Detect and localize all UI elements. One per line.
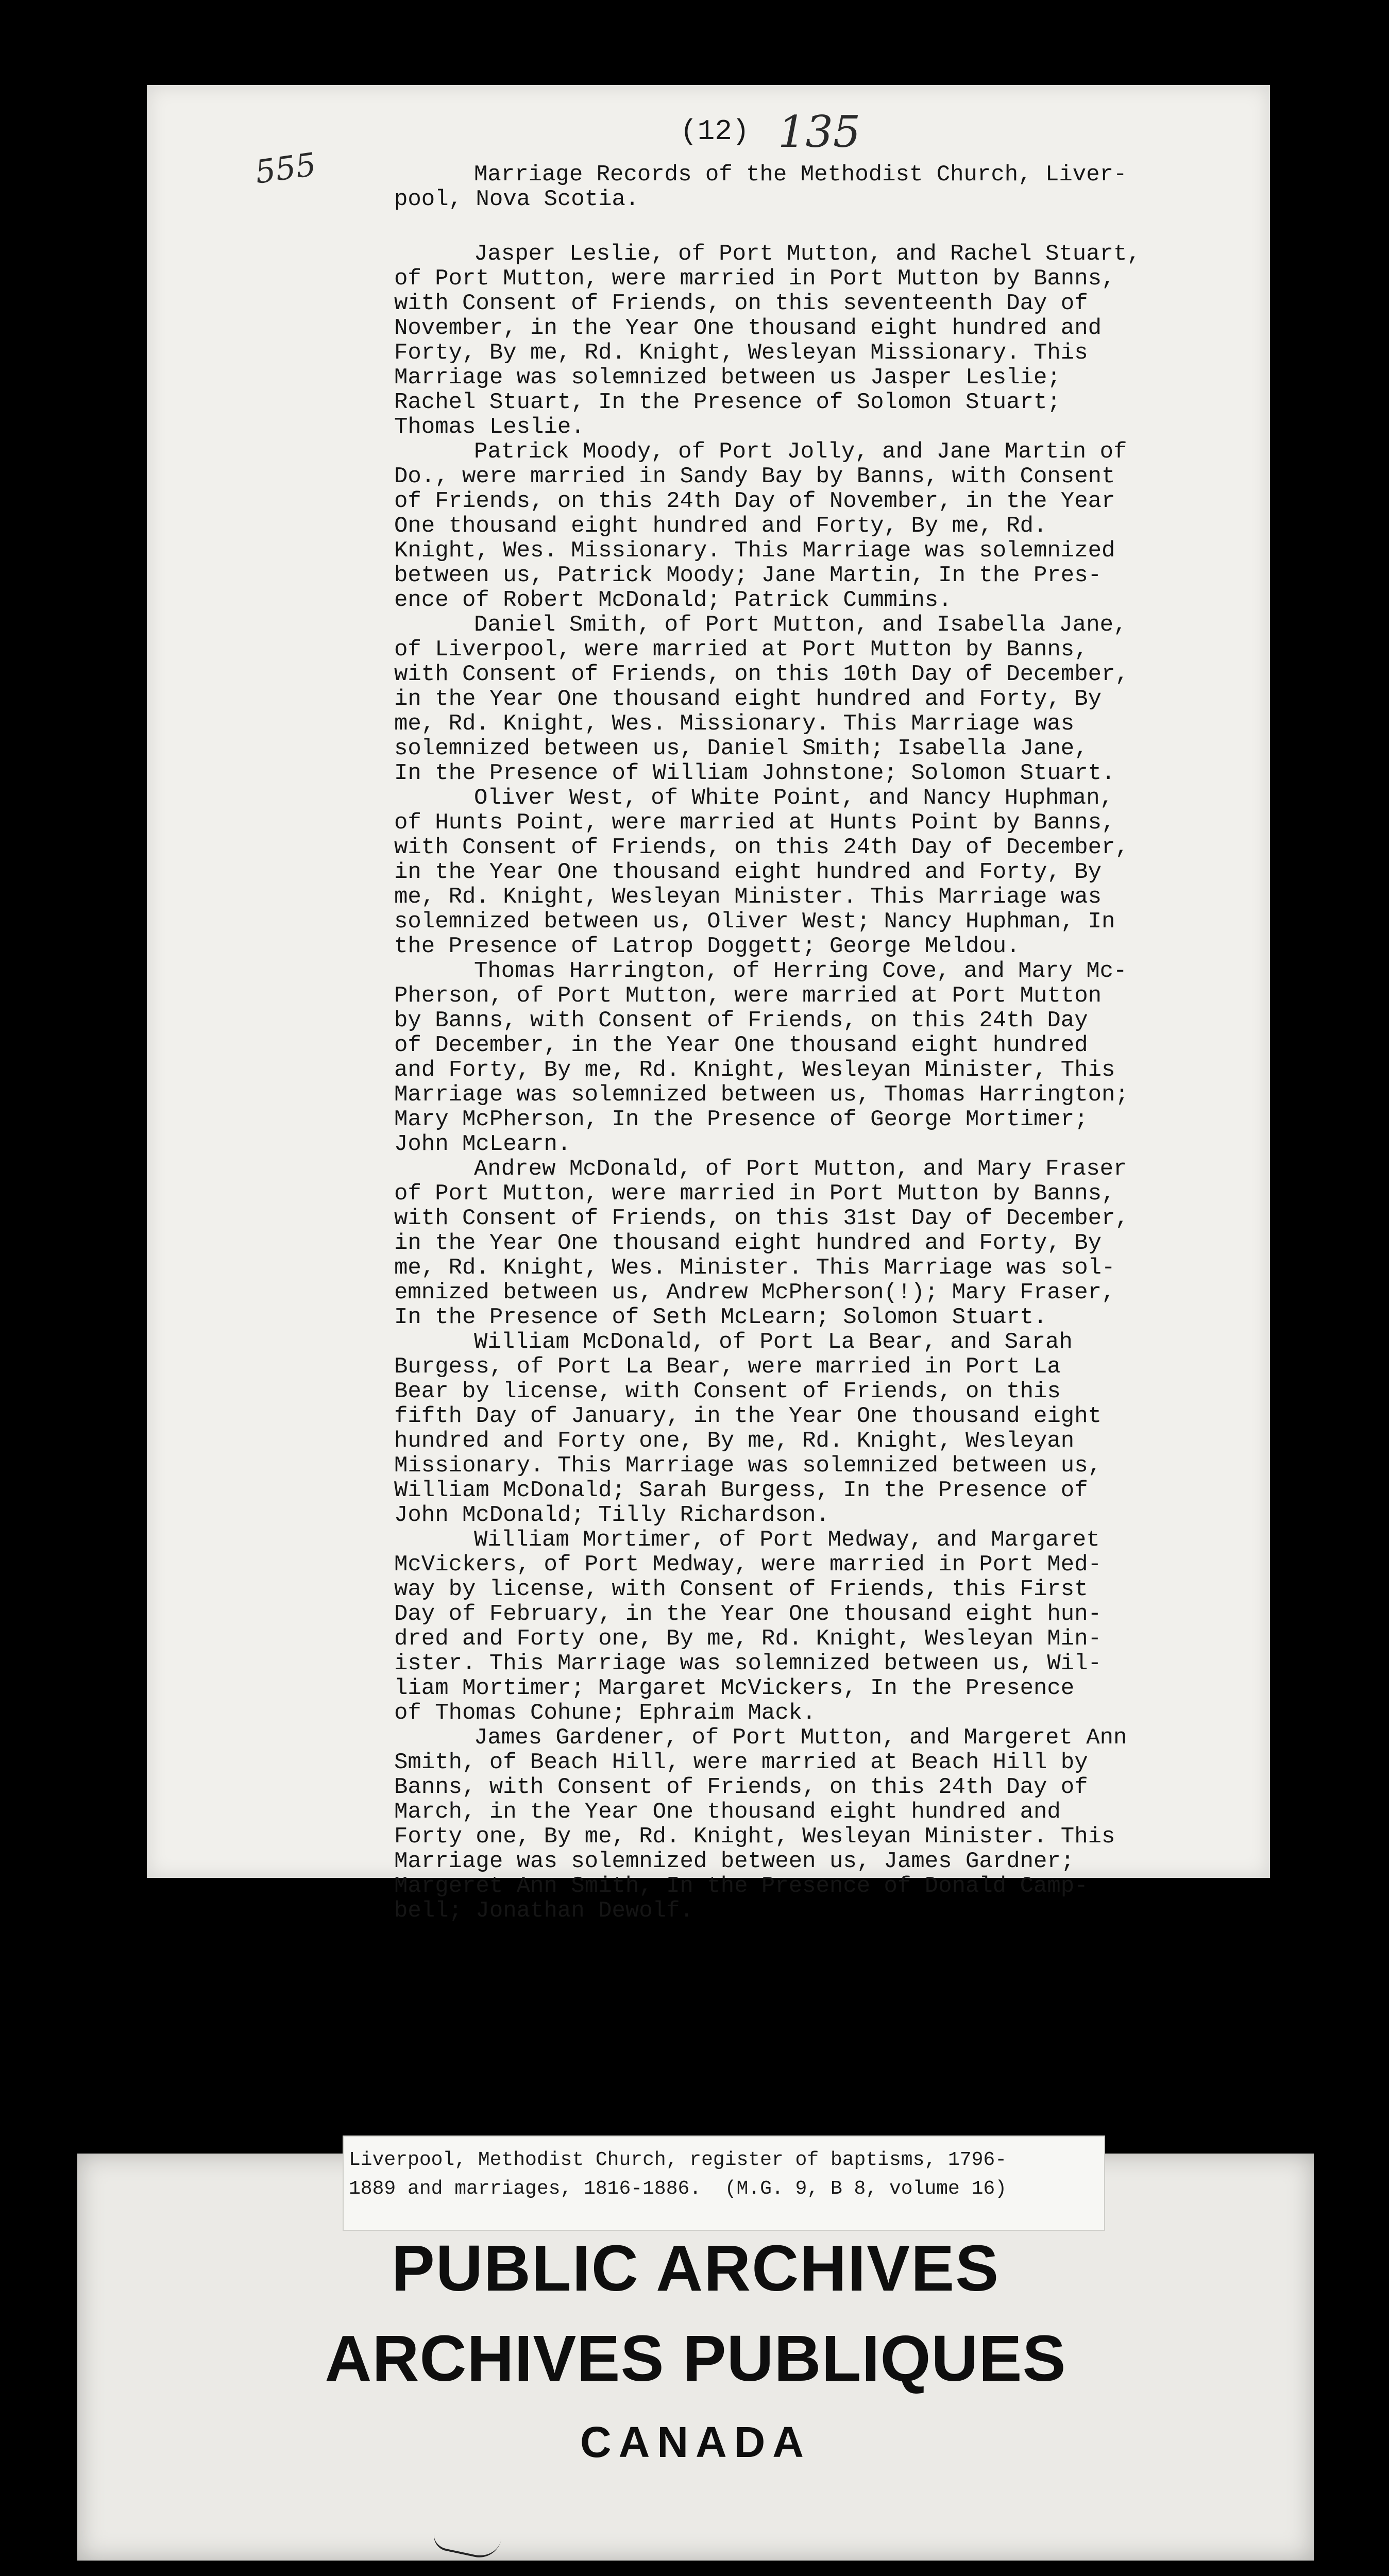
pencil-note-left: 555 [252,145,318,191]
document-title: Marriage Records of the Methodist Church, Liver- pool, Nova Scotia. [394,162,1127,212]
archive-title-french: ARCHIVES PUBLIQUES [325,2322,1066,2395]
archive-card [77,2149,1314,2561]
pen-mark [431,2526,501,2562]
marriage-entry: Oliver West, of White Point, and Nancy Huphman, of Hunts Point, were married at Hunts Point by Banns, with Consent of Friends, on this 24th Day of December, in the Year One thousand eight hundred and Forty, By me, Rd. Knight, Wesleyan Minister. This Marriage was solemnized between us, Oliver West; Nancy Huphman, In the Presence of Latrop Doggett; George Meldou. [394,785,1129,959]
document-page [147,85,1270,1924]
marriage-entry: Daniel Smith, of Port Mutton, and Isabella Jane, of Liverpool, were married at Port Mutton by Banns, with Consent of Friends, on this 10th Day of December, in the Year One thousand eight hundred and Forty, By me, Rd. Knight, Wes. Missionary. This Marriage was solemnized between us, Daniel Smith; Isabella Jane, In the Presence of William Johnstone; Solomon Stuart. [394,612,1129,786]
marriage-entry: William McDonald, of Port La Bear, and Sarah Burgess, of Port La Bear, were married in Port La Bear by license, with Consent of Friends, on this fifth Day of January, in the Year One thousand eight hundred and Forty one, By me, Rd. Knight, Wesleyan Missionary. This Marriage was solemnized between us, William McDonald; Sarah Burgess, In the Presence of John McDonald; Tilly Richardson. [394,1329,1102,1528]
pencil-folio-number: 135 [778,107,861,157]
marriage-entry: Jasper Leslie, of Port Mutton, and Rachel Stuart, of Port Mutton, were married in Port Mutton by Banns, with Consent of Friends, on this seventeenth Day of November, in the Year One thousand eight hundred and Forty, By me, Rd. Knight, Wesleyan Missionary. This Marriage was solemnized between us Jasper Leslie; Rachel Stuart, In the Presence of Solomon Stuart; Thomas Leslie. [394,241,1141,440]
archive-country: CANADA [580,2418,811,2466]
archive-title-english: PUBLIC ARCHIVES [391,2232,1000,2304]
marriage-entry: Patrick Moody, of Port Jolly, and Jane Martin of Do., were married in Sandy Bay by Banns, with Consent of Friends, on this 24th Day of November, in the Year One thousand eight hundred and Forty, By me, Rd. Knight, Wes. Missionary. This Marriage was solemnized between us, Patrick Moody; Jane Martin, In the Pres- ence of Robert McDonald; Patrick Cummins. [394,439,1127,613]
marriage-entry: William Mortimer, of Port Medway, and Margaret McVickers, of Port Medway, were married in Port Med- way by license, with Consent of Friends, this First Day of February, in the Year One thousand eight hun- dred and Forty one, By me, Rd. Knight, Wesleyan Min- ister. This Marriage was solemnized between us, Wil- liam Mortimer; Margaret McVickers, In the Presence of Thomas Cohune; Ephraim Mack. [394,1527,1102,1726]
typed-text-block [394,162,1301,1923]
archive-reference-label: Liverpool, Methodist Church, register of baptisms, 1796- 1889 and marriages, 1816-1886. (M.G. 9, B 8, volume 16) [343,2136,1105,2231]
marriage-entry: James Gardener, of Port Mutton, and Margeret Ann Smith, of Beach Hill, were married at Beach Hill by Banns, with Consent of Friends, on this 24th Day of March, in the Year One thousand eight hundred and Forty one, By me, Rd. Knight, Wesleyan Minister. This Marriage was solemnized between us, James Gardner; Margeret Ann Smith, In the Presence of Donald Camp- bell; Jonathan Dewolf. [394,1725,1127,1924]
marriage-entry: Andrew McDonald, of Port Mutton, and Mary Fraser of Port Mutton, were married in Port Mutton by Banns, with Consent of Friends, on this 31st Day of December, in the Year One thousand eight hundred and Forty, By me, Rd. Knight, Wes. Minister. This Marriage was sol- emnized between us, Andrew McPherson(!); Mary Fraser, In the Presence of Seth McLearn; Solomon Stuart. [394,1156,1129,1330]
typed-page-number: (12) [680,115,750,148]
marriage-entry: Thomas Harrington, of Herring Cove, and Mary Mc- Pherson, of Port Mutton, were married at Port Mutton by Banns, with Consent of Friends, on this 24th Day of December, in the Year One thousand eight hundred and Forty, By me, Rd. Knight, Wesleyan Minister, This Marriage was solemnized between us, Thomas Harrington; Mary McPherson, In the Presence of George Mortimer; John McLearn. [394,958,1129,1157]
